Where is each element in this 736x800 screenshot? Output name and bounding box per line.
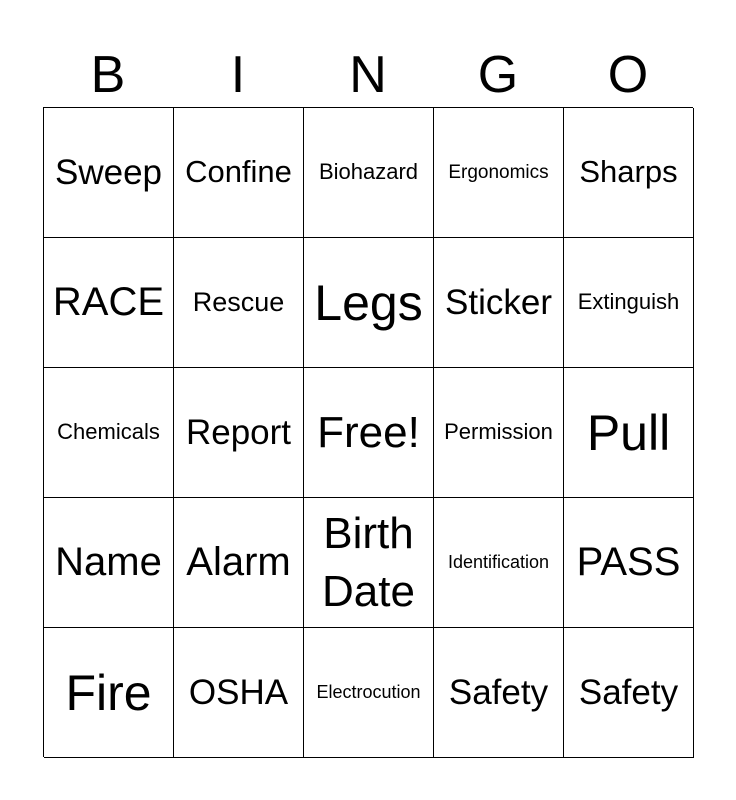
- bingo-board: [43, 107, 693, 757]
- cell-label: Biohazard: [318, 159, 419, 185]
- bingo-cell[interactable]: [44, 498, 174, 628]
- cell-label: Ergonomics: [448, 161, 549, 183]
- header-letter-i: I: [230, 46, 246, 104]
- header-letter-n: N: [349, 46, 387, 104]
- cell-label: Sticker: [445, 282, 552, 322]
- bingo-cell[interactable]: [44, 238, 174, 368]
- cell-label: Pull: [586, 404, 671, 461]
- bingo-cell[interactable]: [564, 628, 694, 758]
- cell-label: Legs: [314, 274, 423, 331]
- cell-label: Report: [185, 412, 292, 452]
- cell-label: Safety: [448, 672, 549, 712]
- bingo-cell[interactable]: [44, 108, 174, 238]
- bingo-cell[interactable]: [44, 368, 174, 498]
- bingo-cell[interactable]: [174, 498, 304, 628]
- free-space-label: Free!: [317, 407, 420, 457]
- cell-label: Chemicals: [57, 419, 160, 445]
- cell-label: Identification: [447, 552, 550, 573]
- cell-label: Alarm: [186, 540, 291, 585]
- bingo-cell[interactable]: [434, 108, 564, 238]
- cell-label: Fire: [65, 664, 152, 721]
- bingo-cell[interactable]: [174, 108, 304, 238]
- bingo-cell[interactable]: [434, 368, 564, 498]
- bingo-cell[interactable]: [304, 108, 434, 238]
- bingo-cell[interactable]: [434, 498, 564, 628]
- bingo-header: [43, 44, 693, 106]
- bingo-cell[interactable]: [304, 628, 434, 758]
- header-letter-b: B: [90, 46, 126, 104]
- cell-label: Extinguish: [577, 289, 680, 315]
- cell-label: Permission: [444, 419, 553, 445]
- cell-label: Name: [55, 540, 162, 585]
- header-letter-g: G: [477, 46, 519, 104]
- bingo-cell[interactable]: [174, 628, 304, 758]
- bingo-cell[interactable]: [44, 628, 174, 758]
- bingo-cell[interactable]: [564, 108, 694, 238]
- bingo-cell[interactable]: [174, 238, 304, 368]
- bingo-cell[interactable]: [174, 368, 304, 498]
- cell-label: Birth Date: [322, 509, 415, 616]
- cell-label: Confine: [185, 154, 292, 190]
- cell-label: Sweep: [54, 152, 163, 192]
- bingo-cell[interactable]: [564, 368, 694, 498]
- cell-label: Sharps: [579, 154, 678, 190]
- cell-label: PASS: [576, 540, 681, 585]
- bingo-cell[interactable]: [434, 238, 564, 368]
- bingo-cell[interactable]: [564, 238, 694, 368]
- bingo-cell[interactable]: [564, 498, 694, 628]
- bingo-cell[interactable]: [304, 238, 434, 368]
- cell-label: OSHA: [188, 672, 289, 712]
- bingo-cell[interactable]: [434, 628, 564, 758]
- header-letter-o: O: [607, 46, 649, 104]
- bingo-cell[interactable]: [304, 498, 434, 628]
- cell-label: Electrocution: [316, 682, 421, 703]
- cell-label: Rescue: [192, 287, 285, 318]
- cell-label: RACE: [52, 280, 165, 325]
- cell-label: Safety: [578, 672, 679, 712]
- free-space-cell[interactable]: [304, 368, 434, 498]
